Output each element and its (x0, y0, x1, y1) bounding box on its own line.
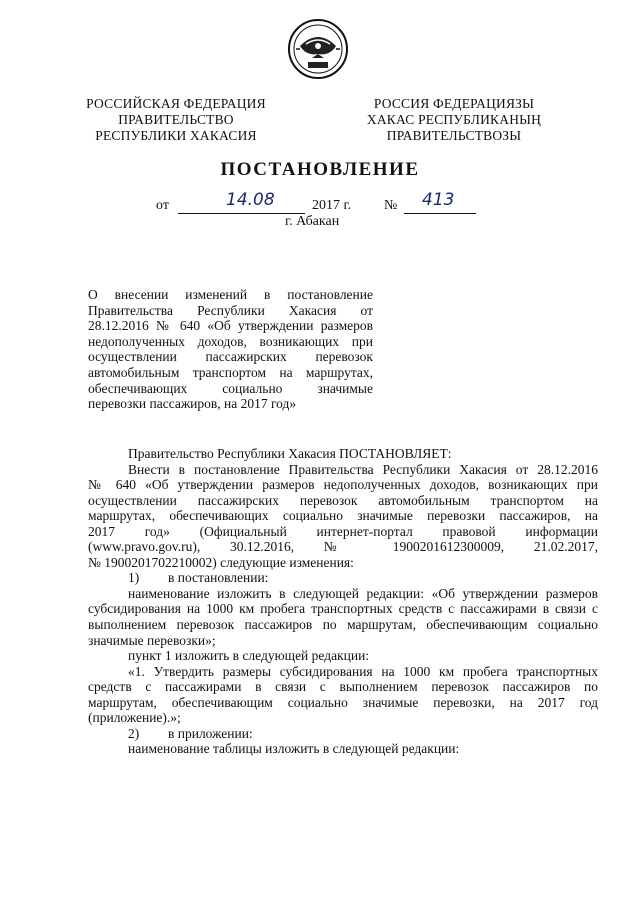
body-paragraph: Правительство Республики Хакасия ПОСТАНОВЛЯЕТ: (128, 446, 452, 461)
body-paragraph: пункт 1 изложить в следующей редакции: (128, 648, 370, 664)
header-left-line: РЕСПУБЛИКИ ХАКАСИЯ (95, 128, 257, 143)
body-line: маршрутах, обеспечивающих социально значимые перевозки пассажиров, на (88, 508, 598, 524)
date-number-line (156, 190, 496, 216)
header-left-line: РОССИЙСКАЯ ФЕДЕРАЦИЯ (86, 96, 266, 111)
subject-line: обеспечивающих социально значимые (88, 380, 373, 396)
body-line: осуществлении пассажирских перевозок автомобильным транспортом на (88, 492, 598, 508)
list-item-1 (88, 570, 598, 586)
handwritten-number: 413 (422, 190, 455, 210)
subject-line: Правительства Республики Хакасия от (88, 302, 373, 318)
body-line: маршрутам, обеспечивающим социально значимые перевозки, на 2017 год (88, 694, 598, 710)
list-item-number: 2) (128, 725, 140, 741)
body-line: № 640 «Об утверждении размеров недополученных доходов, возникающих при (88, 477, 598, 493)
header-right-line: РОССИЯ ФЕДЕРАЦИЯЗЫ (373, 96, 535, 111)
list-item-text: в приложении: (168, 725, 253, 741)
republic-of-khakassia-emblem-icon (286, 18, 350, 80)
header-left-line: ПРАВИТЕЛЬСТВО (118, 112, 234, 127)
header-right-line: ПРАВИТЕЛЬСТВОЗЫ (386, 128, 522, 143)
body-line: субсидирования на 1000 км пробега транспортных средств с пассажирами в связи с (88, 601, 598, 617)
body-line: средств с пассажирами в связи с выполнением перевозок пассажиров по (88, 679, 598, 695)
body-line: значимые перевозки»; (88, 632, 216, 648)
body-line: (www.pravo.gov.ru), 30.12.2016, № 1900201612300009, 21.02.2017, (88, 539, 598, 555)
year-label: 2017 г. (312, 198, 352, 213)
body-line: № 1900201702210002) следующие изменения: (88, 554, 354, 570)
list-item-number: 1) (128, 570, 140, 586)
body-line: выполнением перевозок пассажиров по маршрутам, обеспечивающим социально (88, 617, 598, 633)
subject-line: О внесении изменений в постановление (88, 287, 373, 302)
subject-line: осуществлении пассажирских перевозок (88, 349, 373, 365)
list-item-2 (88, 726, 598, 742)
subject-line: перевозки пассажиров, на 2017 год» (88, 396, 297, 412)
body-line: 2017 год» (Официальный интернет-портал правовой информации (88, 523, 598, 539)
header-left-russian (84, 96, 268, 144)
document-subject (88, 287, 373, 412)
body-paragraph: наименование таблицы изложить в следующей редакции: (128, 741, 460, 757)
document-title: ПОСТАНОВЛЕНИЕ (220, 159, 420, 180)
list-item-text: в постановлении: (168, 570, 269, 586)
body-line: «1. Утвердить размеры субсидирования на 1000 км пробега транспортных (128, 663, 598, 679)
subject-line: 28.12.2016 № 640 «Об утверждении размеров (88, 318, 373, 334)
from-label: от (156, 198, 169, 213)
body-line: наименование изложить в следующей редакции: «Об утверждении размеров (128, 585, 598, 601)
subject-line: автомобильным транспортом на маршрутах, (88, 364, 373, 380)
document-body (88, 446, 598, 757)
body-line: (приложение).»; (88, 710, 181, 726)
number-sign: № (384, 198, 398, 213)
header-right-khakas (362, 96, 546, 144)
body-line: Внести в постановление Правительства Республики Хакасия от 28.12.2016 (128, 461, 598, 477)
header-right-line: ХАКАС РЕСПУБЛИКАНЫҢ (366, 112, 542, 127)
handwritten-date: 14.08 (226, 190, 275, 210)
subject-line: недополученных доходов, возникающих при (88, 333, 373, 349)
city-label: г. Абакан (285, 214, 340, 229)
